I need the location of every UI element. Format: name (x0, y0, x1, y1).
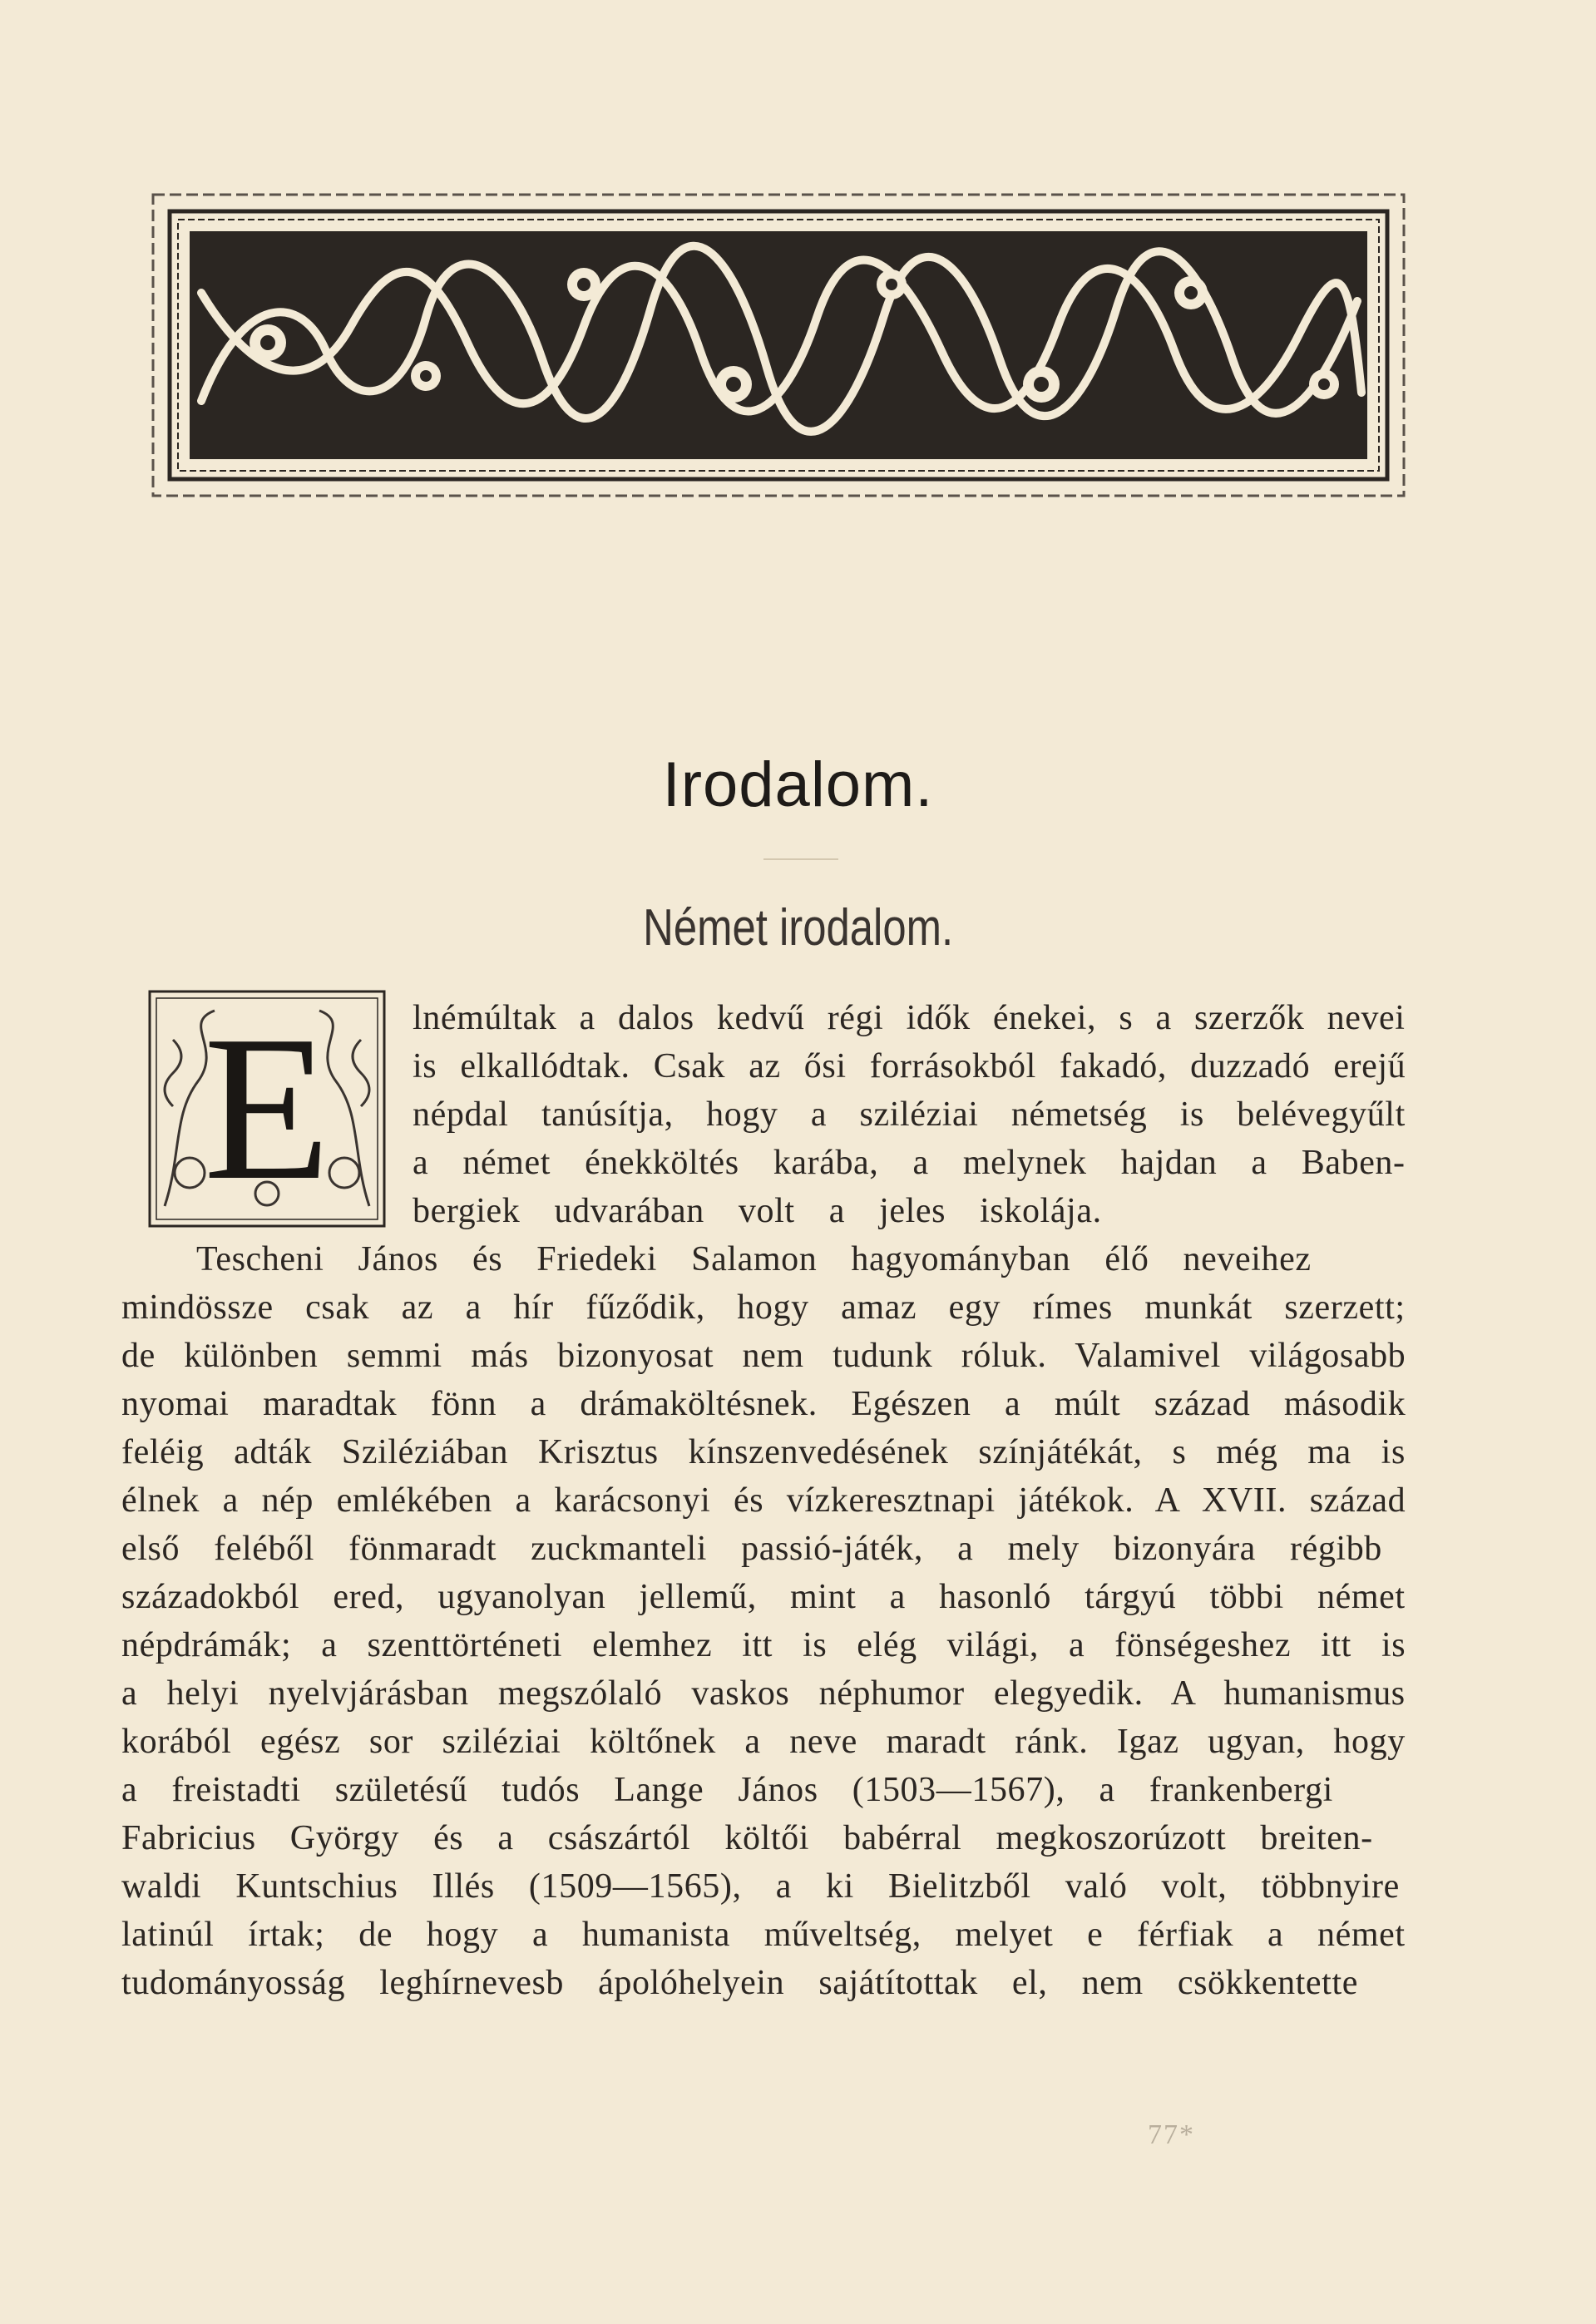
text-line: is elkallódtak. Csak az ősi forrásokból fakadó, duzzadó erejű (413, 1047, 1406, 1085)
text-line: tudományosság leghírnevesb ápolóhelyein sajátítottak el, nem csökkentette (121, 1964, 1358, 2002)
text-line: mindössze csak az a hír fűződik, hogy amaz egy rímes munkát szerzett; (121, 1288, 1406, 1327)
title-divider (763, 858, 838, 860)
text-line: Tescheni János és Friedeki Salamon hagyományban élő neveihez (196, 1240, 1312, 1278)
text-line: Fabricius György és a császártól költői babérral megkoszorúzott breiten- (121, 1819, 1373, 1857)
text-line: századokból ered, ugyanolyan jellemű, mint a hasonló tárgyú többi német (121, 1578, 1406, 1616)
text-line: népdal tanúsítja, hogy a sziléziai németség is belévegyűlt (413, 1095, 1406, 1134)
text-line: a freistadti születésű tudós Lange János (1503—1567), a frankenbergi (121, 1771, 1333, 1809)
text-line: bergiek udvarában volt a jeles iskolája. (413, 1192, 1102, 1230)
text-line: lnémúltak a dalos kedvű régi idők énekei, s a szerzők nevei (413, 999, 1406, 1037)
text-line: élnek a nép emlékében a karácsonyi és vízkeresztnapi játékok. A XVII. század (121, 1481, 1406, 1520)
text-line: korából egész sor sziléziai költőnek a neve maradt ránk. Igaz ugyan, hogy (121, 1723, 1406, 1761)
text-line: waldi Kuntschius Illés (1509—1565), a ki Bielitzből való volt, többnyire (121, 1867, 1400, 1906)
text-line: első feléből fönmaradt zuckmanteli passió-játék, a mely bizonyára régibb (121, 1530, 1382, 1568)
text-line: népdrámák; a szenttörténeti elemhez itt is elég világi, a fönségeshez itt is (121, 1626, 1406, 1664)
ornamental-headpiece (151, 193, 1406, 497)
text-line: de különben semmi más bizonyosat nem tudunk róluk. Valamivel világosabb (121, 1337, 1406, 1375)
text-line: a helyi nyelvjárásban megszólaló vaskos néphumor elegyedik. A humanismus (121, 1674, 1406, 1713)
text-line: latinúl írtak; de hogy a humanista műveltség, melyet e férfiak a német (121, 1916, 1406, 1954)
page-number: 77* (1148, 2119, 1195, 2150)
text-line: feléig adták Sziléziában Krisztus kínszenvedésének színjátékát, s még ma is (121, 1433, 1406, 1471)
section-subtitle: Német irodalom. (643, 899, 954, 957)
page-title: Irodalom. (662, 749, 934, 820)
ornamental-initial (148, 990, 386, 1228)
initial-letter: E (203, 993, 331, 1224)
text-line: nyomai maradtak fönn a drámaköltésnek. Egészen a múlt század második (121, 1385, 1406, 1423)
text-line: a német énekköltés karába, a melynek hajdan a Baben- (413, 1144, 1406, 1182)
